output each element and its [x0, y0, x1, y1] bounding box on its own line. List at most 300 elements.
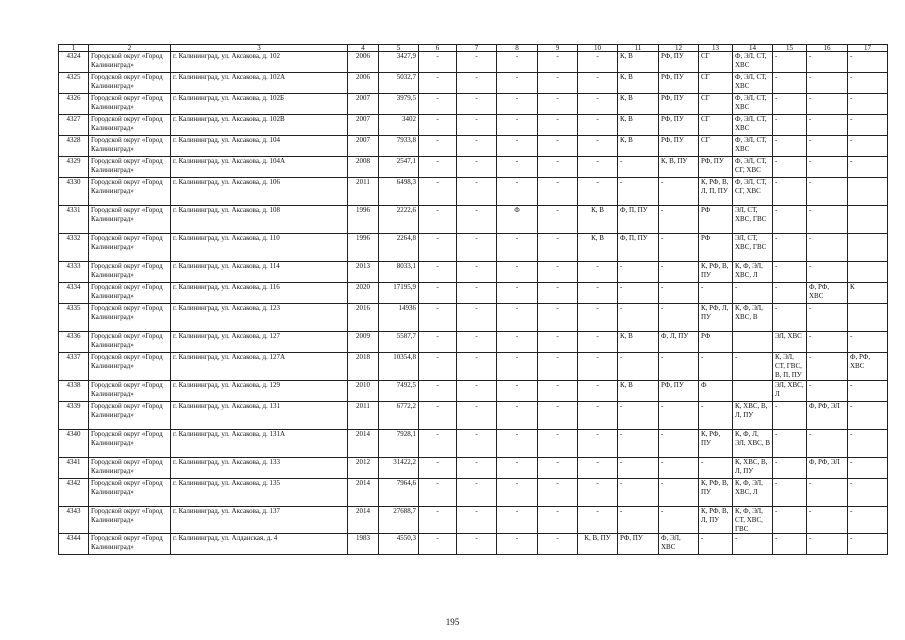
col-14-cell: -	[733, 534, 773, 555]
table-row	[59, 458, 888, 479]
year-built-cell: 2011	[348, 178, 379, 206]
year-built-cell: 2014	[348, 507, 379, 534]
col-8-cell: -	[497, 52, 538, 73]
col-7-cell: -	[457, 430, 497, 458]
col-14-cell: ЭЛ, СТ, ХВС, ГВС	[733, 206, 773, 234]
col-16-cell: -	[807, 534, 848, 555]
year-built-cell: 2020	[348, 283, 379, 304]
row-number-cell: 4334	[59, 283, 89, 304]
col-16-cell: -	[807, 234, 848, 262]
col-10-cell: -	[578, 73, 618, 94]
year-built-cell: 2014	[348, 430, 379, 458]
row-number-cell: 4335	[59, 304, 89, 332]
col-12-cell: РФ, ПУ	[659, 115, 699, 136]
col-8-cell: -	[497, 479, 538, 507]
col-9-cell: -	[538, 262, 578, 283]
col-10-cell: -	[578, 332, 618, 353]
col-14-cell: -	[733, 353, 773, 381]
col-15-cell: -	[773, 178, 807, 206]
year-built-cell: 2013	[348, 262, 379, 283]
col-17-cell	[848, 178, 888, 206]
col-14-cell: К, Ф, ЭЛ, СТ, ХВС, ГВС	[733, 507, 773, 534]
table-row	[59, 332, 888, 353]
row-number-cell: 4344	[59, 534, 89, 555]
col-9-cell: -	[538, 178, 578, 206]
row-number-cell: 4331	[59, 206, 89, 234]
row-number-cell: 4329	[59, 157, 89, 178]
address-cell: г. Калининград, ул. Аксакова, д. 110	[171, 234, 348, 262]
row-number-cell: 4333	[59, 262, 89, 283]
table-row	[59, 206, 888, 234]
col-16-cell: -	[807, 507, 848, 534]
col-16-cell: -	[807, 52, 848, 73]
col-13-cell: -	[699, 283, 733, 304]
row-number-cell: 4330	[59, 178, 89, 206]
col-6-cell: -	[419, 507, 457, 534]
col-13-cell: СГ	[699, 115, 733, 136]
col-10-cell: -	[578, 381, 618, 402]
row-number-cell: 4336	[59, 332, 89, 353]
municipality-cell: Городской округ «Город Калининград»	[89, 507, 171, 534]
col-10-cell: -	[578, 115, 618, 136]
total-area-cell: 6498,3	[379, 178, 419, 206]
address-cell: г. Калининград, ул. Аксакова, д. 131А	[171, 430, 348, 458]
table-row	[59, 507, 888, 534]
col-15-cell: К, ЭЛ, СТ, ГВС, В, П, ПУ	[773, 353, 807, 381]
col-10-cell: -	[578, 479, 618, 507]
row-number-cell: 4324	[59, 52, 89, 73]
column-number-7: 7	[457, 45, 497, 52]
col-11-cell: Ф, П, ПУ	[618, 206, 659, 234]
col-16-cell: Ф, РФ, ЭЛ	[807, 402, 848, 430]
col-6-cell: -	[419, 430, 457, 458]
col-8-cell: -	[497, 332, 538, 353]
col-14-cell: Ф, ЭЛ, СТ, СГ, ХВС	[733, 178, 773, 206]
col-7-cell: -	[457, 136, 497, 157]
col-9-cell: -	[538, 206, 578, 234]
col-14-cell: К, Ф, ЭЛ, ХВС, В	[733, 304, 773, 332]
year-built-cell: 2012	[348, 458, 379, 479]
address-cell: г. Калининград, ул. Аксакова, д. 102А	[171, 73, 348, 94]
col-7-cell: -	[457, 458, 497, 479]
municipality-cell: Городской округ «Город Калининград»	[89, 332, 171, 353]
col-12-cell: Ф, Л, ПУ	[659, 332, 699, 353]
col-9-cell: -	[538, 402, 578, 430]
col-8-cell: -	[497, 94, 538, 115]
col-13-cell: СГ	[699, 52, 733, 73]
col-14-cell: Ф, ЭЛ, СТ, СГ, ХВС	[733, 157, 773, 178]
municipality-cell: Городской округ «Город Калининград»	[89, 402, 171, 430]
table-row	[59, 52, 888, 73]
col-14-cell: Ф, ЭЛ, СТ, ХВС	[733, 94, 773, 115]
col-10-cell: -	[578, 262, 618, 283]
col-13-cell: К, РФ, В, ПУ	[699, 262, 733, 283]
year-built-cell: 1996	[348, 234, 379, 262]
municipality-cell: Городской округ «Город Калининград»	[89, 136, 171, 157]
col-16-cell: Ф, РФ, ЭЛ	[807, 458, 848, 479]
total-area-cell: 2264,8	[379, 234, 419, 262]
col-7-cell: -	[457, 178, 497, 206]
total-area-cell: 4550,3	[379, 534, 419, 555]
col-8-cell: -	[497, 115, 538, 136]
total-area-cell: 10354,8	[379, 353, 419, 381]
municipality-cell: Городской округ «Город Калининград»	[89, 458, 171, 479]
col-11-cell: -	[618, 458, 659, 479]
col-12-cell: РФ, ПУ	[659, 73, 699, 94]
col-13-cell: РФ	[699, 206, 733, 234]
column-number-5: 5	[379, 45, 419, 52]
total-area-cell: 7492,5	[379, 381, 419, 402]
table-row	[59, 94, 888, 115]
column-number-8: 8	[497, 45, 538, 52]
col-9-cell: -	[538, 479, 578, 507]
col-12-cell: К, В, ПУ	[659, 157, 699, 178]
table-row	[59, 262, 888, 283]
col-16-cell: Ф, РФ, ХВС	[807, 283, 848, 304]
col-11-cell: -	[618, 304, 659, 332]
table-row	[59, 402, 888, 430]
col-6-cell: -	[419, 234, 457, 262]
col-14-cell: К, Ф, ЭЛ, ХВС, Л	[733, 479, 773, 507]
column-number-11: 11	[618, 45, 659, 52]
municipality-cell: Городской округ «Город Калининград»	[89, 479, 171, 507]
col-8-cell: -	[497, 381, 538, 402]
year-built-cell: 1983	[348, 534, 379, 555]
col-16-cell: -	[807, 94, 848, 115]
col-13-cell: СГ	[699, 94, 733, 115]
col-8-cell: -	[497, 136, 538, 157]
col-11-cell: РФ, ПУ	[618, 534, 659, 555]
year-built-cell: 2010	[348, 381, 379, 402]
col-7-cell: -	[457, 304, 497, 332]
column-number-16: 16	[807, 45, 848, 52]
col-8-cell: Ф	[497, 206, 538, 234]
col-9-cell: -	[538, 458, 578, 479]
col-9-cell: -	[538, 534, 578, 555]
col-10-cell: -	[578, 430, 618, 458]
col-11-cell: -	[618, 283, 659, 304]
col-10-cell: -	[578, 157, 618, 178]
col-14-cell: Ф, ЭЛ, СТ, ХВС	[733, 52, 773, 73]
column-number-9: 9	[538, 45, 578, 52]
row-number-cell: 4327	[59, 115, 89, 136]
col-8-cell: -	[497, 178, 538, 206]
municipality-cell: Городской округ «Город Калининград»	[89, 52, 171, 73]
col-6-cell: -	[419, 332, 457, 353]
col-14-cell: К, Ф, ЭЛ, ХВС, Л	[733, 262, 773, 283]
col-12-cell: -	[659, 262, 699, 283]
col-12-cell: -	[659, 430, 699, 458]
table-row	[59, 283, 888, 304]
col-6-cell: -	[419, 458, 457, 479]
year-built-cell: 2018	[348, 353, 379, 381]
col-15-cell: -	[773, 283, 807, 304]
col-10-cell: -	[578, 458, 618, 479]
total-area-cell: 2222,6	[379, 206, 419, 234]
col-12-cell: -	[659, 206, 699, 234]
col-13-cell: К, РФ, ПУ	[699, 430, 733, 458]
address-cell: г. Калининград, ул. Аксакова, д. 123	[171, 304, 348, 332]
col-11-cell: К, В	[618, 332, 659, 353]
col-8-cell: -	[497, 283, 538, 304]
col-13-cell: РФ	[699, 234, 733, 262]
col-10-cell: -	[578, 353, 618, 381]
row-number-cell: 4340	[59, 430, 89, 458]
address-cell: г. Калининград, ул. Аксакова, д. 127	[171, 332, 348, 353]
col-7-cell: -	[457, 534, 497, 555]
col-16-cell: -	[807, 262, 848, 283]
column-number-10: 10	[578, 45, 618, 52]
col-7-cell: -	[457, 157, 497, 178]
col-14-cell: -	[733, 283, 773, 304]
col-17-cell	[848, 206, 888, 234]
row-number-cell: 4337	[59, 353, 89, 381]
col-7-cell: -	[457, 234, 497, 262]
col-14-cell	[733, 332, 773, 353]
col-11-cell: -	[618, 479, 659, 507]
col-10-cell: К, В, ПУ	[578, 534, 618, 555]
table-row	[59, 178, 888, 206]
table-row	[59, 136, 888, 157]
row-number-cell: 4339	[59, 402, 89, 430]
col-15-cell: -	[773, 52, 807, 73]
total-area-cell: 17195,9	[379, 283, 419, 304]
col-14-cell: ЭЛ, СТ, ХВС, ГВС	[733, 234, 773, 262]
col-13-cell: СГ	[699, 73, 733, 94]
address-cell: г. Калининград, ул. Аксакова, д. 137	[171, 507, 348, 534]
col-10-cell: К, В	[578, 206, 618, 234]
col-15-cell: -	[773, 402, 807, 430]
col-9-cell: -	[538, 381, 578, 402]
col-9-cell: -	[538, 234, 578, 262]
col-12-cell: -	[659, 283, 699, 304]
col-7-cell: -	[457, 283, 497, 304]
col-9-cell: -	[538, 430, 578, 458]
col-11-cell: К, В	[618, 136, 659, 157]
col-8-cell: -	[497, 234, 538, 262]
col-8-cell: -	[497, 73, 538, 94]
col-13-cell: -	[699, 353, 733, 381]
col-14-cell: Ф, ЭЛ, СТ, ХВС	[733, 73, 773, 94]
total-area-cell: 3402	[379, 115, 419, 136]
row-number-cell: 4332	[59, 234, 89, 262]
col-11-cell: К, В	[618, 73, 659, 94]
col-16-cell: -	[807, 157, 848, 178]
col-8-cell: -	[497, 262, 538, 283]
col-15-cell: -	[773, 458, 807, 479]
col-11-cell: -	[618, 430, 659, 458]
col-11-cell: К, В	[618, 52, 659, 73]
address-cell: г. Калининград, ул. Аксакова, д. 129	[171, 381, 348, 402]
col-12-cell: -	[659, 304, 699, 332]
year-built-cell: 2007	[348, 115, 379, 136]
table-row	[59, 430, 888, 458]
year-built-cell: 2009	[348, 332, 379, 353]
address-cell: г. Калининград, ул. Аксакова, д. 135	[171, 479, 348, 507]
col-9-cell: -	[538, 283, 578, 304]
col-17-cell: -	[848, 381, 888, 402]
municipality-cell: Городской округ «Город Калининград»	[89, 178, 171, 206]
col-15-cell: -	[773, 206, 807, 234]
col-16-cell: -	[807, 381, 848, 402]
col-12-cell: РФ, ПУ	[659, 94, 699, 115]
col-14-cell: Ф, ЭЛ, СТ, ХВС	[733, 136, 773, 157]
col-9-cell: -	[538, 73, 578, 94]
col-17-cell: -	[848, 430, 888, 458]
municipality-cell: Городской округ «Город Калининград»	[89, 353, 171, 381]
address-cell: г. Калининград, ул. Аксакова, д. 102В	[171, 115, 348, 136]
col-9-cell: -	[538, 353, 578, 381]
col-17-cell: -	[848, 479, 888, 507]
col-14-cell: К, ХВС, В, Л, ПУ	[733, 402, 773, 430]
address-cell: г. Калининград, ул. Аксакова, д. 114	[171, 262, 348, 283]
col-17-cell: -	[848, 136, 888, 157]
municipality-cell: Городской округ «Город Калининград»	[89, 206, 171, 234]
table-row	[59, 73, 888, 94]
col-6-cell: -	[419, 402, 457, 430]
col-17-cell: -	[848, 332, 888, 353]
col-17-cell: -	[848, 73, 888, 94]
year-built-cell: 1996	[348, 206, 379, 234]
col-10-cell: -	[578, 178, 618, 206]
row-number-cell: 4341	[59, 458, 89, 479]
column-number-header-row	[59, 45, 888, 52]
col-16-cell: -	[807, 332, 848, 353]
municipality-cell: Городской округ «Город Калининград»	[89, 304, 171, 332]
total-area-cell: 31422,2	[379, 458, 419, 479]
col-16-cell: -	[807, 304, 848, 332]
total-area-cell: 7928,1	[379, 430, 419, 458]
address-cell: г. Калининград, ул. Алданская, д. 4	[171, 534, 348, 555]
address-cell: г. Калининград, ул. Аксакова, д. 104	[171, 136, 348, 157]
col-17-cell: -	[848, 507, 888, 534]
year-built-cell: 2006	[348, 52, 379, 73]
col-16-cell: -	[807, 73, 848, 94]
column-number-1: 1	[59, 45, 89, 52]
municipality-cell: Городской округ «Город Калининград»	[89, 283, 171, 304]
col-10-cell: -	[578, 304, 618, 332]
total-area-cell: 3979,5	[379, 94, 419, 115]
col-7-cell: -	[457, 206, 497, 234]
municipality-cell: Городской округ «Город Калининград»	[89, 234, 171, 262]
col-17-cell: -	[848, 94, 888, 115]
col-12-cell: РФ, ПУ	[659, 52, 699, 73]
table-row	[59, 157, 888, 178]
col-7-cell: -	[457, 115, 497, 136]
col-15-cell: ЭЛ, ХВС, Л	[773, 381, 807, 402]
col-11-cell: -	[618, 157, 659, 178]
col-15-cell: -	[773, 115, 807, 136]
municipality-cell: Городской округ «Город Калининград»	[89, 94, 171, 115]
col-15-cell: -	[773, 234, 807, 262]
col-15-cell: -	[773, 73, 807, 94]
col-7-cell: -	[457, 52, 497, 73]
col-12-cell: -	[659, 458, 699, 479]
col-11-cell: -	[618, 353, 659, 381]
column-number-17: 17	[848, 45, 888, 52]
col-10-cell: -	[578, 52, 618, 73]
col-17-cell	[848, 234, 888, 262]
col-7-cell: -	[457, 479, 497, 507]
col-6-cell: -	[419, 73, 457, 94]
col-12-cell: -	[659, 507, 699, 534]
col-6-cell: -	[419, 178, 457, 206]
col-9-cell: -	[538, 157, 578, 178]
col-11-cell: К, В	[618, 115, 659, 136]
address-cell: г. Калининград, ул. Аксакова, д. 102	[171, 52, 348, 73]
col-9-cell: -	[538, 304, 578, 332]
year-built-cell: 2007	[348, 136, 379, 157]
col-13-cell: СГ	[699, 136, 733, 157]
col-10-cell: -	[578, 94, 618, 115]
municipality-cell: Городской округ «Город Калининград»	[89, 157, 171, 178]
col-15-cell: -	[773, 430, 807, 458]
address-cell: г. Калининград, ул. Аксакова, д. 127А	[171, 353, 348, 381]
col-11-cell: К, В	[618, 94, 659, 115]
address-cell: г. Калининград, ул. Аксакова, д. 131	[171, 402, 348, 430]
col-11-cell: Ф, П, ПУ	[618, 234, 659, 262]
row-number-cell: 4342	[59, 479, 89, 507]
col-12-cell: -	[659, 234, 699, 262]
column-number-4: 4	[348, 45, 379, 52]
col-11-cell: -	[618, 262, 659, 283]
col-6-cell: -	[419, 479, 457, 507]
col-10-cell: -	[578, 507, 618, 534]
col-17-cell: -	[848, 52, 888, 73]
column-number-13: 13	[699, 45, 733, 52]
municipality-cell: Городской округ «Город Калининград»	[89, 430, 171, 458]
col-6-cell: -	[419, 304, 457, 332]
address-cell: г. Калининград, ул. Аксакова, д. 108	[171, 206, 348, 234]
col-9-cell: -	[538, 332, 578, 353]
total-area-cell: 27688,7	[379, 507, 419, 534]
col-6-cell: -	[419, 157, 457, 178]
row-number-cell: 4343	[59, 507, 89, 534]
col-8-cell: -	[497, 534, 538, 555]
col-16-cell: -	[807, 353, 848, 381]
col-15-cell: ЭЛ, ХВС	[773, 332, 807, 353]
address-cell: г. Калининград, ул. Аксакова, д. 104А	[171, 157, 348, 178]
col-6-cell: -	[419, 136, 457, 157]
col-15-cell: -	[773, 157, 807, 178]
page-number: 195	[445, 617, 460, 627]
row-number-cell: 4326	[59, 94, 89, 115]
col-6-cell: -	[419, 262, 457, 283]
col-13-cell: -	[699, 402, 733, 430]
year-built-cell: 2006	[348, 73, 379, 94]
year-built-cell: 2007	[348, 94, 379, 115]
col-16-cell: -	[807, 115, 848, 136]
col-16-cell: -	[807, 178, 848, 206]
column-number-12: 12	[659, 45, 699, 52]
col-15-cell: -	[773, 479, 807, 507]
address-cell: г. Калининград, ул. Аксакова, д. 116	[171, 283, 348, 304]
col-14-cell: К, ХВС, В, Л, ПУ	[733, 458, 773, 479]
col-13-cell: РФ	[699, 332, 733, 353]
table-row	[59, 115, 888, 136]
table-row	[59, 234, 888, 262]
col-6-cell: -	[419, 353, 457, 381]
col-16-cell: -	[807, 479, 848, 507]
total-area-cell: 7933,8	[379, 136, 419, 157]
col-12-cell: -	[659, 402, 699, 430]
col-11-cell: К, В	[618, 381, 659, 402]
total-area-cell: 2547,1	[379, 157, 419, 178]
col-6-cell: -	[419, 283, 457, 304]
col-13-cell: Ф	[699, 381, 733, 402]
col-7-cell: -	[457, 262, 497, 283]
col-11-cell: -	[618, 507, 659, 534]
